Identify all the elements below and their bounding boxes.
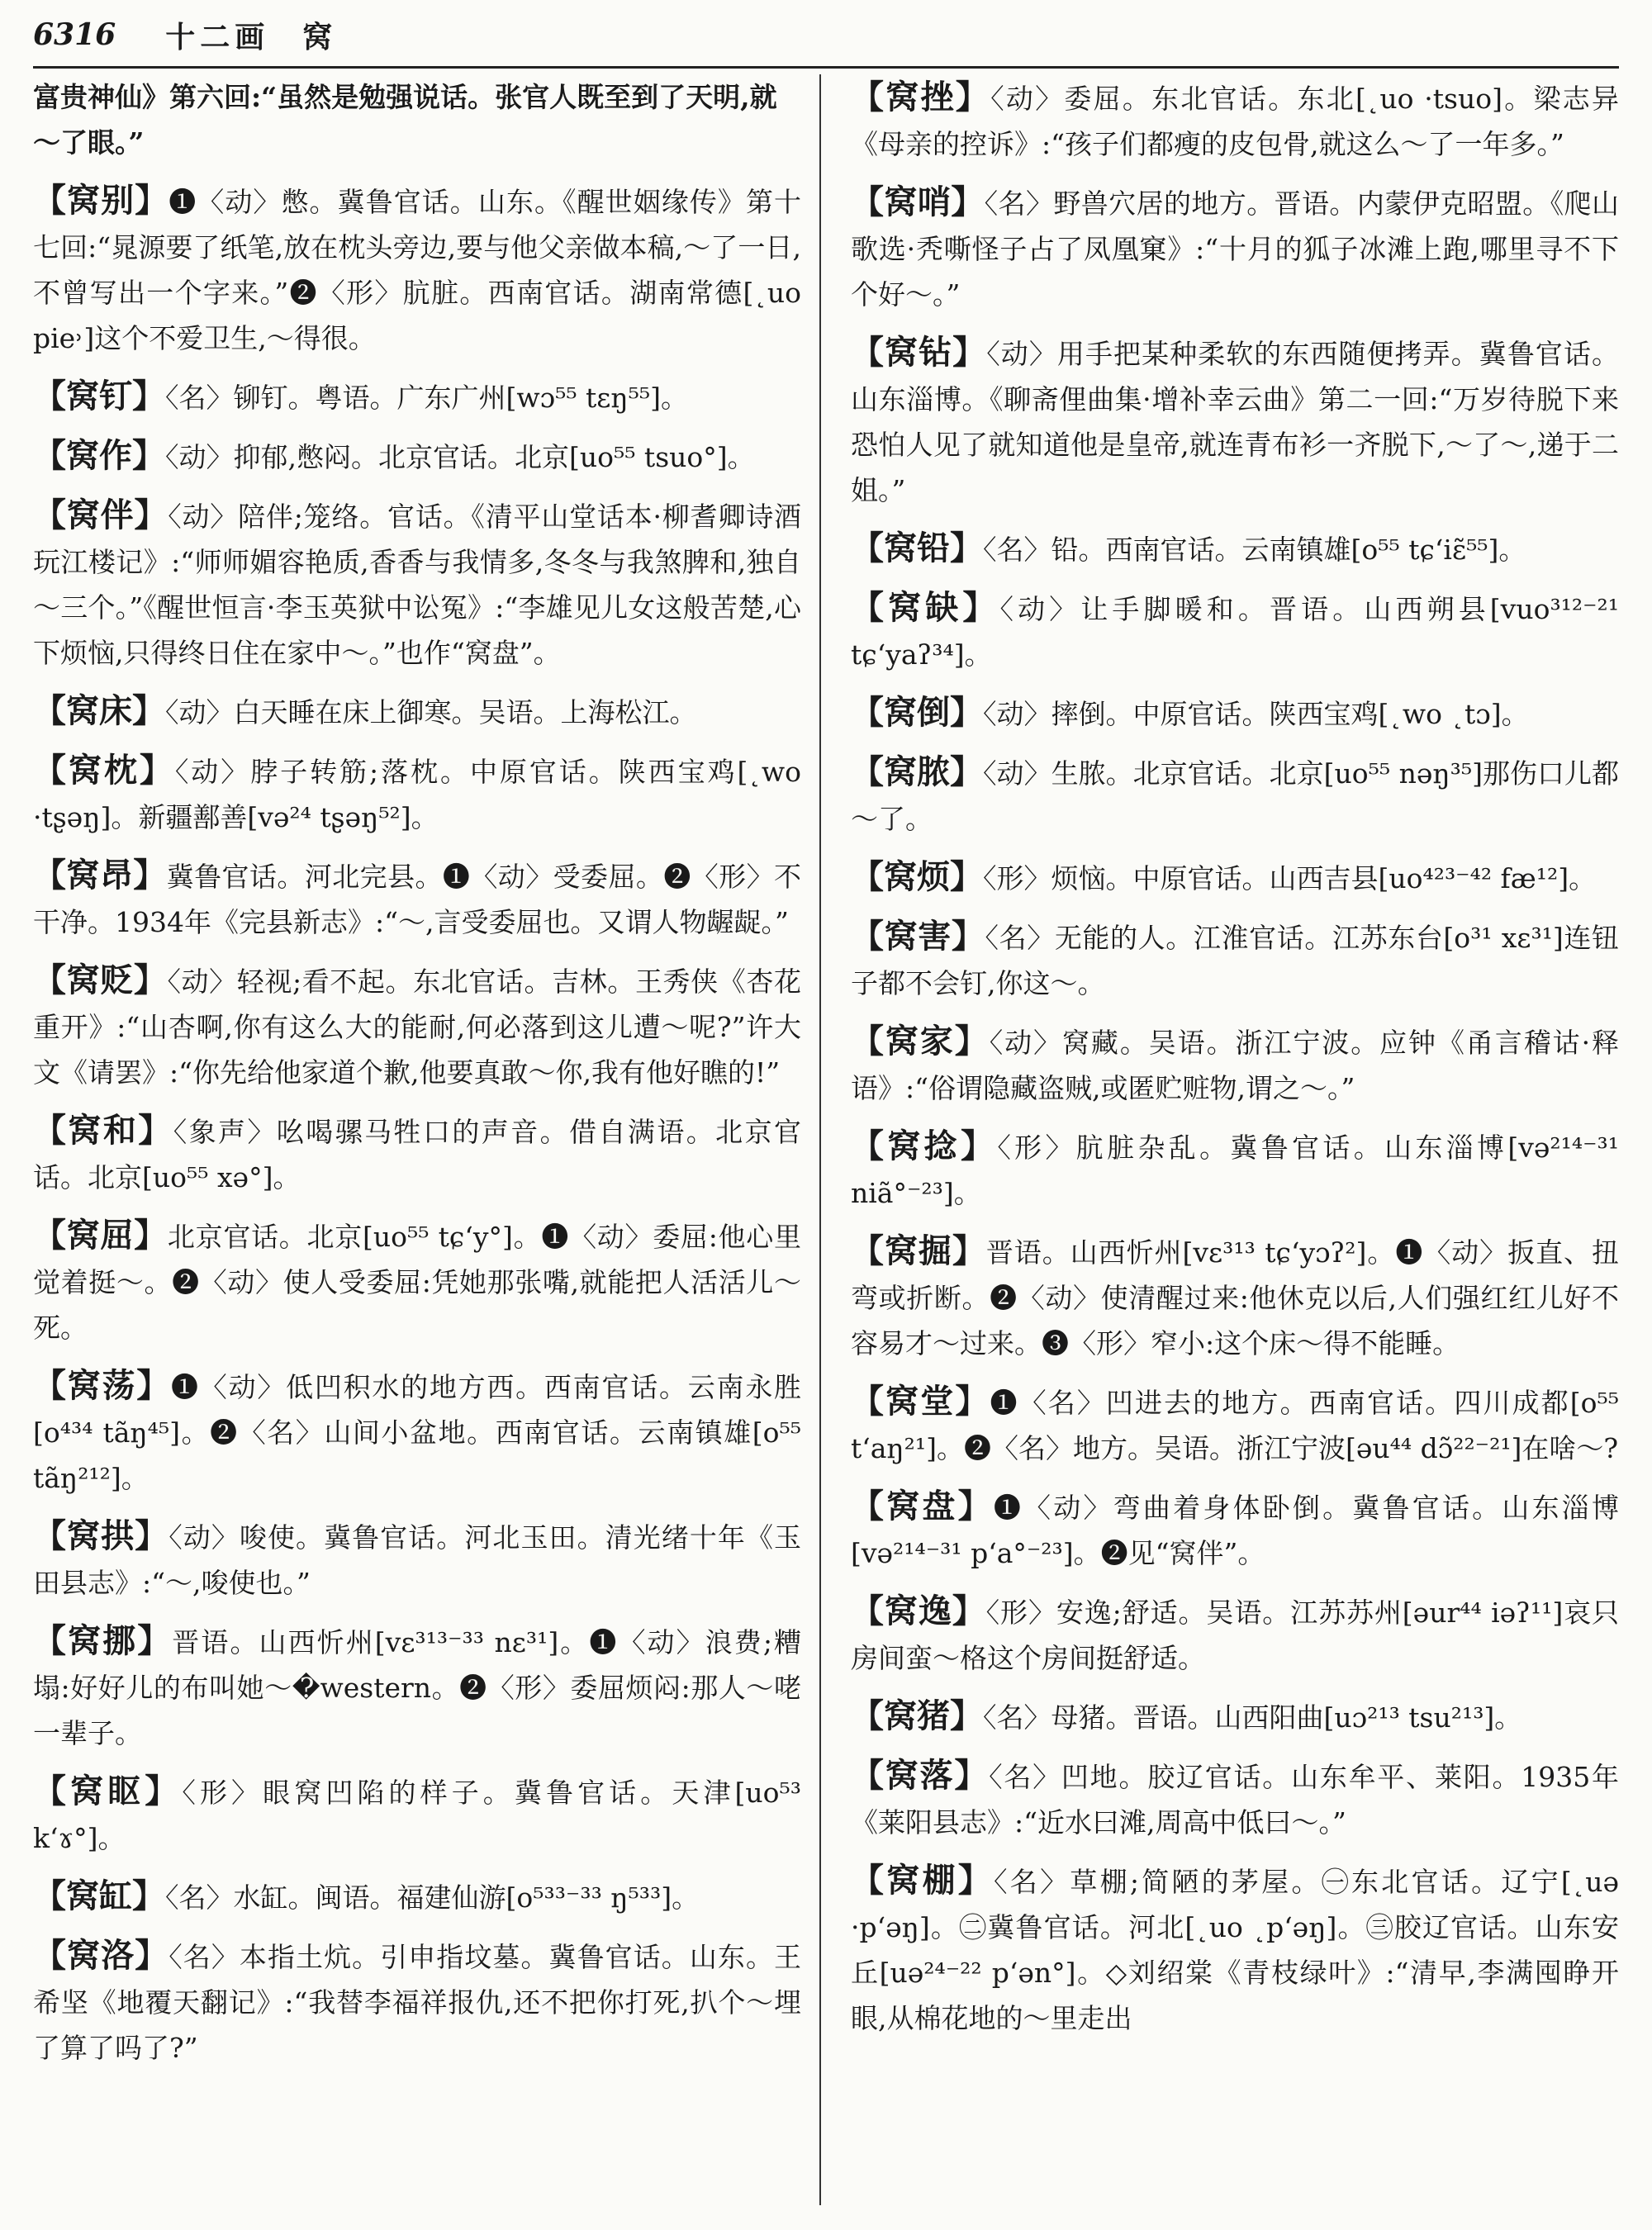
entry-definition: ❶〈动〉憋。冀鲁官话。山东。《醒世姻缘传》第十七回:“晁源要了纸笔,放在枕头旁边,要与他父亲做本稿,～了一日,不曾写出一个字来。”❷〈形〉肮脏。西南官话。湖南常德[˛uo pie˒]这个不爱卫生,～得很。	[33, 186, 801, 354]
dictionary-entry	[851, 1378, 1619, 1471]
entry-definition: 〈动〉轻视;看不起。东北官话。吉林。王秀侠《杏花重开》:“山杏啊,你有这么大的能耐,何必落到这儿遭～呢?”许大文《请罢》:“你先给他家道个歉,他要真敢～你,我有他好瞧的!”	[33, 966, 801, 1089]
entry-headword: 【窝洛】	[33, 1936, 169, 1975]
left-column	[33, 74, 801, 2213]
entry-headword: 【窝铅】	[851, 529, 983, 567]
entry-headword: 【窝棚】	[851, 1861, 995, 1900]
continuation-text: 富贵神仙》第六回:“虽然是勉强说话。张官人既至到了天明,就～了眼。”	[33, 81, 777, 159]
dictionary-entry	[851, 1123, 1619, 1216]
entry-headword: 【窝缺】	[851, 588, 1000, 627]
page-number: 6316	[33, 17, 116, 52]
entry-headword: 【窝倒】	[851, 693, 983, 732]
dictionary-entry	[33, 957, 801, 1095]
dictionary-entry	[851, 1228, 1619, 1366]
entry-definition: 〈名〉凹地。胶辽官话。山东牟平、莱阳。1935年《莱阳县志》:“近水曰滩,周高中低曰～。”	[851, 1761, 1619, 1839]
dictionary-entry	[33, 747, 801, 840]
dictionary-entry	[851, 525, 1619, 572]
entry-definition: 〈名〉本指土炕。引申指坟墓。冀鲁官话。山东。王希坚《地覆天翻记》:“我替李福祥报仇,还不把你打死,扒个～埋了算了吗了?”	[33, 1941, 801, 2064]
entry-definition: 〈动〉抑郁,憋闷。北京官话。北京[uo⁵⁵ tsuo°]。	[165, 441, 755, 473]
entry-headword: 【窝拱】	[33, 1516, 169, 1555]
entry-definition: ❶〈名〉凹进去的地方。西南官话。四川成都[o⁵⁵ t‘aŋ²¹]。❷〈名〉地方。吴语。浙江宁波[əu⁴⁴ dɔ̃²²⁻²¹]在啥～?	[851, 1387, 1619, 1464]
dictionary-entry	[33, 1873, 801, 1920]
entry-definition: 〈动〉让手脚暖和。晋语。山西朔县[vuo³¹²⁻²¹ tɕ‘yaʔ³⁴]。	[851, 593, 1619, 671]
entry-definition: 〈动〉窝藏。吴语。浙江宁波。应钟《甬言稽诂·释语》:“俗谓隐藏盗贼,或匿贮赃物,谓之～。”	[851, 1027, 1619, 1104]
entry-headword: 【窝别】	[33, 181, 169, 220]
dictionary-entry	[851, 179, 1619, 317]
entry-definition: 〈名〉无能的人。江淮官话。江苏东台[o³¹ xɛ³¹]连钮子都不会钉,你这～。	[851, 922, 1619, 999]
entry-definition: 〈名〉铆钉。粤语。广东广州[wɔ⁵⁵ tɛŋ⁵⁵]。	[165, 382, 688, 414]
entry-definition: 冀鲁官话。河北完县。❶〈动〉受委屈。❷〈形〉不干净。1934年《完县新志》:“～,言受委屈也。又谓人物龌龊。”	[33, 861, 801, 938]
entry-definition: 〈动〉陪伴;笼络。官话。《清平山堂话本·柳耆卿诗酒玩江楼记》:“师师媚容艳质,香香与我情多,冬冬与我煞脾和,独自～三个。”《醒世恒言·李玉英狱中讼冤》:“李雄见儿女这般苦楚,心下烦恼,只得终日住在家中～。”也作“窝盘”。	[33, 501, 801, 669]
entry-headword: 【窝哨】	[851, 183, 985, 221]
dictionary-entry	[33, 433, 801, 480]
dictionary-entry	[851, 1588, 1619, 1681]
entry-headword: 【窝家】	[851, 1022, 990, 1060]
dictionary-entry	[851, 1483, 1619, 1576]
entry-headword: 【窝猪】	[851, 1696, 983, 1735]
dictionary-entry	[33, 492, 801, 676]
column-divider	[819, 74, 821, 2205]
entry-headword: 【窝害】	[851, 917, 985, 956]
stroke-section: 十二画	[165, 19, 270, 55]
entry-definition: 〈象声〉吆喝骡马牲口的声音。借自满语。北京官话。北京[uo⁵⁵ xə°]。	[33, 1116, 801, 1193]
entry-headword: 【窝脓】	[851, 752, 984, 791]
dictionary-entry	[33, 1768, 801, 1861]
dictionary-entry	[33, 373, 801, 420]
dictionary-entry	[33, 1618, 801, 1756]
entry-headword: 【窝枕】	[33, 751, 175, 790]
entry-headword: 【窝逸】	[851, 1592, 986, 1630]
entry-definition: 晋语。山西忻州[vɛ³¹³⁻³³ nɛ³¹]。❶〈动〉浪费;糟塌:好好儿的布叫她～�western。❷〈形〉委屈烦闷:那人～咾一辈子。	[33, 1626, 801, 1749]
entry-headword: 【窝眍】	[33, 1772, 183, 1810]
dictionary-entry	[33, 1108, 801, 1200]
index-char: 窝	[302, 19, 333, 55]
entry-headword: 【窝钉】	[33, 377, 165, 415]
dictionary-entry	[33, 852, 801, 945]
entry-definition: 〈名〉母猪。晋语。山西阳曲[uɔ²¹³ tsu²¹³]。	[983, 1701, 1522, 1734]
page-header	[33, 8, 1619, 61]
dictionary-entry	[851, 749, 1619, 842]
entry-headword: 【窝钻】	[851, 333, 987, 372]
dictionary-entry	[33, 1212, 801, 1350]
entry-headword: 【窝堂】	[851, 1382, 990, 1421]
entry-headword: 【窝伴】	[33, 496, 169, 534]
dictionary-entry	[33, 1363, 801, 1501]
dictionary-entry	[851, 585, 1619, 677]
entry-definition: 晋语。山西忻州[vɛ³¹³ tɕ‘yɔʔ²]。❶〈动〉扳直、扭弯或折断。❷〈动〉使清醒过来:他休克以后,人们强红红儿好不容易才～过来。❸〈形〉窄小:这个床～得不能睡。	[851, 1236, 1619, 1359]
entry-definition: 〈动〉唆使。冀鲁官话。河北玉田。清光绪十年《玉田县志》:“～,唆使也。”	[33, 1521, 801, 1599]
entry-headword: 【窝缸】	[33, 1877, 165, 1915]
entry-headword: 【窝挪】	[33, 1621, 173, 1660]
dictionary-entry	[851, 74, 1619, 167]
entry-definition: 〈形〉烦恼。中原官话。山西吉县[uo⁴²³⁻⁴² fæ¹²]。	[983, 862, 1597, 894]
entry-headword: 【窝捻】	[851, 1127, 998, 1165]
entry-headword: 【窝屈】	[33, 1216, 168, 1255]
dictionary-entry	[851, 1693, 1619, 1740]
entry-definition: ❶〈动〉低凹积水的地方西。西南官话。云南永胜[o⁴³⁴ tãŋ⁴⁵]。❷〈名〉山间小盆地。西南官话。云南镇雄[o⁵⁵ tãŋ²¹²]。	[33, 1371, 801, 1494]
header-rule	[33, 66, 1619, 69]
dictionary-entry	[851, 913, 1619, 1006]
entry-definition: 〈动〉生脓。北京官话。北京[uo⁵⁵ nəŋ³⁵]那伤口儿都～了。	[851, 757, 1619, 835]
dictionary-entry	[33, 178, 801, 361]
entry-headword: 【窝昂】	[33, 856, 167, 894]
entry-definition: 〈名〉草棚;简陋的茅屋。㊀东北官话。辽宁[˛uə ·p‘əŋ]。㊁冀鲁官话。河北[˛uo ˛p‘əŋ]。㊂胶辽官话。山东安丘[uə²⁴⁻²² p‘ən°]。◇刘绍棠《青枝绿叶》:“清早,李满囤睁开眼,从棉花地的～里走出	[851, 1866, 1619, 2034]
right-column	[851, 74, 1619, 2213]
entry-headword: 【窝作】	[33, 436, 165, 475]
entry-headword: 【窝贬】	[33, 961, 168, 999]
entry-headword: 【窝和】	[33, 1111, 173, 1150]
entry-headword: 【窝荡】	[33, 1366, 172, 1405]
entry-headword: 【窝挫】	[851, 78, 991, 116]
entry-definition: 〈动〉用手把某种柔软的东西随便拷弄。冀鲁官话。山东淄博。《聊斋俚曲集·增补幸云曲》第二一回:“万岁待脱下来恐怕人见了就知道他是皇帝,就连青布衫一齐脱下,～了～,递于二姐。”	[851, 338, 1619, 506]
entry-headword: 【窝烦】	[851, 857, 983, 896]
entry-definition: 〈形〉眼窝凹陷的样子。冀鲁官话。天津[uo⁵³ k‘ɤ°]。	[33, 1777, 801, 1854]
dictionary-entry	[33, 1933, 801, 2071]
entry-definition: 〈形〉安逸;舒适。吴语。江苏苏州[əur⁴⁴ iəʔ¹¹]哀只房间蛮～格这个房间挺舒适。	[851, 1597, 1619, 1674]
entry-headword: 【窝床】	[33, 691, 165, 730]
dictionary-entry	[851, 330, 1619, 513]
entry-definition: 〈动〉委屈。东北官话。东北[˛uo ·tsuo]。梁志异《母亲的控诉》:“孩子们都瘦的皮包骨,就这么～了一年多。”	[851, 83, 1619, 160]
dictionary-entry	[851, 1018, 1619, 1111]
entry-headword: 【窝盘】	[851, 1487, 994, 1525]
entry-definition: 〈动〉脖子转筋;落枕。中原官话。陕西宝鸡[˛wo ·tʂəŋ]。新疆鄯善[və²⁴ tʂəŋ⁵²]。	[33, 756, 801, 833]
entry-definition: 〈动〉摔倒。中原官话。陕西宝鸡[˛wo ˛tɔ]。	[983, 698, 1529, 730]
entry-definition: 〈名〉铅。西南官话。云南镇雄[o⁵⁵ tɕ‘iɛ̃⁵⁵]。	[983, 534, 1526, 566]
dictionary-entry	[851, 690, 1619, 737]
entry-definition: 〈名〉野兽穴居的地方。晋语。内蒙伊克昭盟。《爬山歌选·秃嘶怪子占了凤凰窠》:“十月的狐子冰滩上跑,哪里寻不下个好～。”	[851, 187, 1619, 311]
right-entries	[851, 74, 1619, 2041]
entry-definition: 〈动〉白天睡在床上御寒。吴语。上海松江。	[165, 696, 697, 728]
entry-definition: 北京官话。北京[uo⁵⁵ tɕ‘y°]。❶〈动〉委屈:他心里觉着挺～。❷〈动〉使人受委屈:凭她那张嘴,就能把人活活儿～死。	[33, 1221, 801, 1344]
dictionary-entry	[851, 1753, 1619, 1845]
entry-definition: 〈名〉水缸。闽语。福建仙游[o⁵³³⁻³³ ŋ⁵³³]。	[165, 1881, 700, 1914]
entry-headword: 【窝落】	[851, 1756, 990, 1795]
entry-definition: 〈形〉肮脏杂乱。冀鲁官话。山东淄博[və²¹⁴⁻³¹ niã°⁻²³]。	[851, 1132, 1619, 1209]
dictionary-entry	[33, 1513, 801, 1606]
dictionary-entry	[33, 688, 801, 735]
left-entries	[33, 178, 801, 2071]
dictionary-entry	[851, 1858, 1619, 2041]
dictionary-entry	[851, 854, 1619, 901]
entry-definition: ❶〈动〉弯曲着身体卧倒。冀鲁官话。山东淄博[və²¹⁴⁻³¹ p‘a°⁻²³]。❷见“窝伴”。	[851, 1492, 1619, 1569]
entry-headword: 【窝掘】	[851, 1231, 986, 1270]
